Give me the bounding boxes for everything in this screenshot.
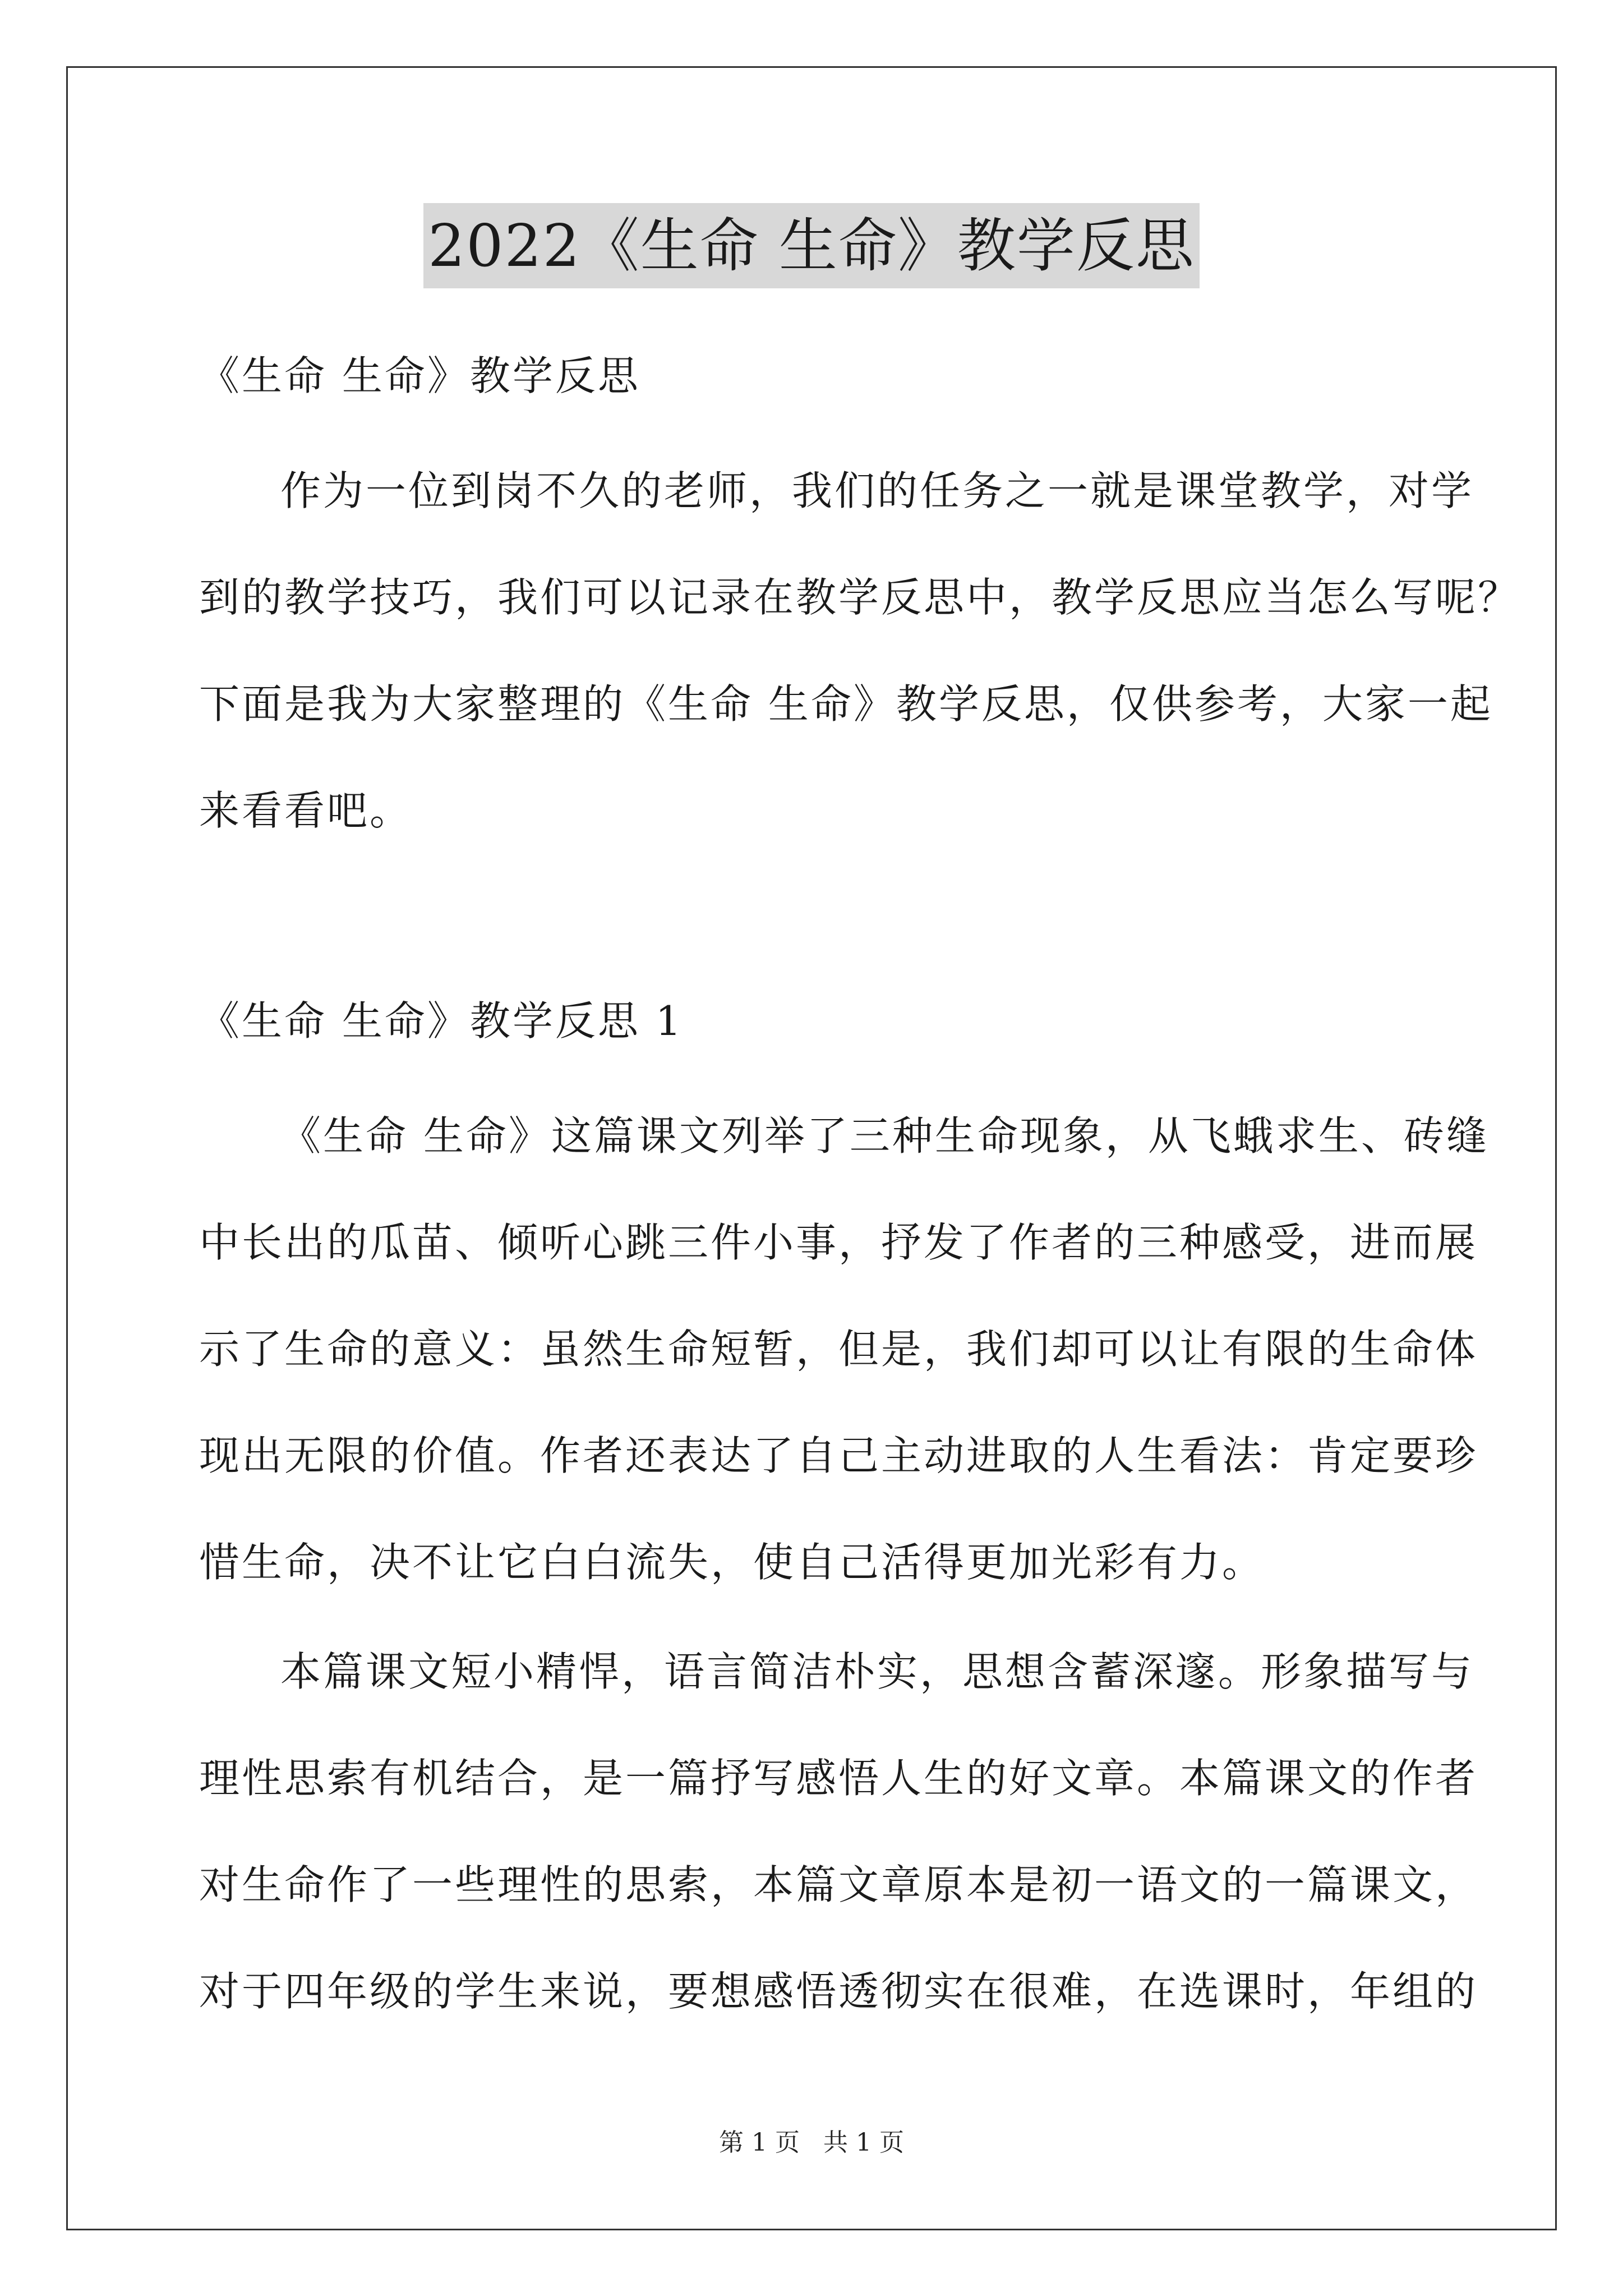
intro-paragraph [199, 438, 1521, 864]
page-footer [0, 2126, 1623, 2160]
title-container [0, 203, 1623, 288]
page-total: 共 1 页 [823, 2128, 904, 2157]
paragraph-line: 现出无限的价值。作者还表达了自己主动进取的人生看法：肯定要珍 [199, 1432, 1478, 1479]
page-number: 第 1 页 [719, 2128, 800, 2157]
paragraph-line: 对于四年级的学生来说，要想感悟透彻实在很难，在选课时，年组的 [199, 1968, 1478, 2015]
paragraph-line: 来看看吧。 [199, 787, 413, 834]
section1-paragraph-1 [199, 1083, 1489, 1616]
paragraph-line: 到的教学技巧，我们可以记录在教学反思中，教学反思应当怎么写呢？ [199, 574, 1521, 621]
section1-paragraph-2 [199, 1618, 1478, 2045]
paragraph-line: 理性思索有机结合，是一篇抒写感悟人生的好文章。本篇课文的作者 [199, 1755, 1478, 1802]
paragraph-line: 作为一位到岗不久的老师，我们的任务之一就是课堂教学，对学 [280, 467, 1474, 514]
document-title: 2022《生命 生命》教学反思 [423, 203, 1200, 288]
paragraph-line: 惜生命，决不让它白白流失，使自己活得更加光彩有力。 [199, 1539, 1265, 1586]
paragraph-line: 中长出的瓜苗、倾听心跳三件小事，抒发了作者的三种感受，进而展 [199, 1219, 1478, 1266]
paragraph-line: 《生命 生命》这篇课文列举了三种生命现象，从飞蛾求生、砖缝 [280, 1112, 1489, 1159]
section-heading: 《生命 生命》教学反思 1 [199, 997, 684, 1045]
paragraph-line: 下面是我为大家整理的《生命 生命》教学反思，仅供参考，大家一起 [199, 680, 1493, 728]
intro-heading: 《生命 生命》教学反思 [199, 352, 640, 399]
paragraph-line: 示了生命的意义：虽然生命短暂，但是，我们却可以让有限的生命体 [199, 1326, 1478, 1373]
paragraph-line: 对生命作了一些理性的思索，本篇文章原本是初一语文的一篇课文， [199, 1861, 1478, 1908]
paragraph-line: 本篇课文短小精悍，语言简洁朴实，思想含蓄深邃。形象描写与 [280, 1648, 1474, 1695]
